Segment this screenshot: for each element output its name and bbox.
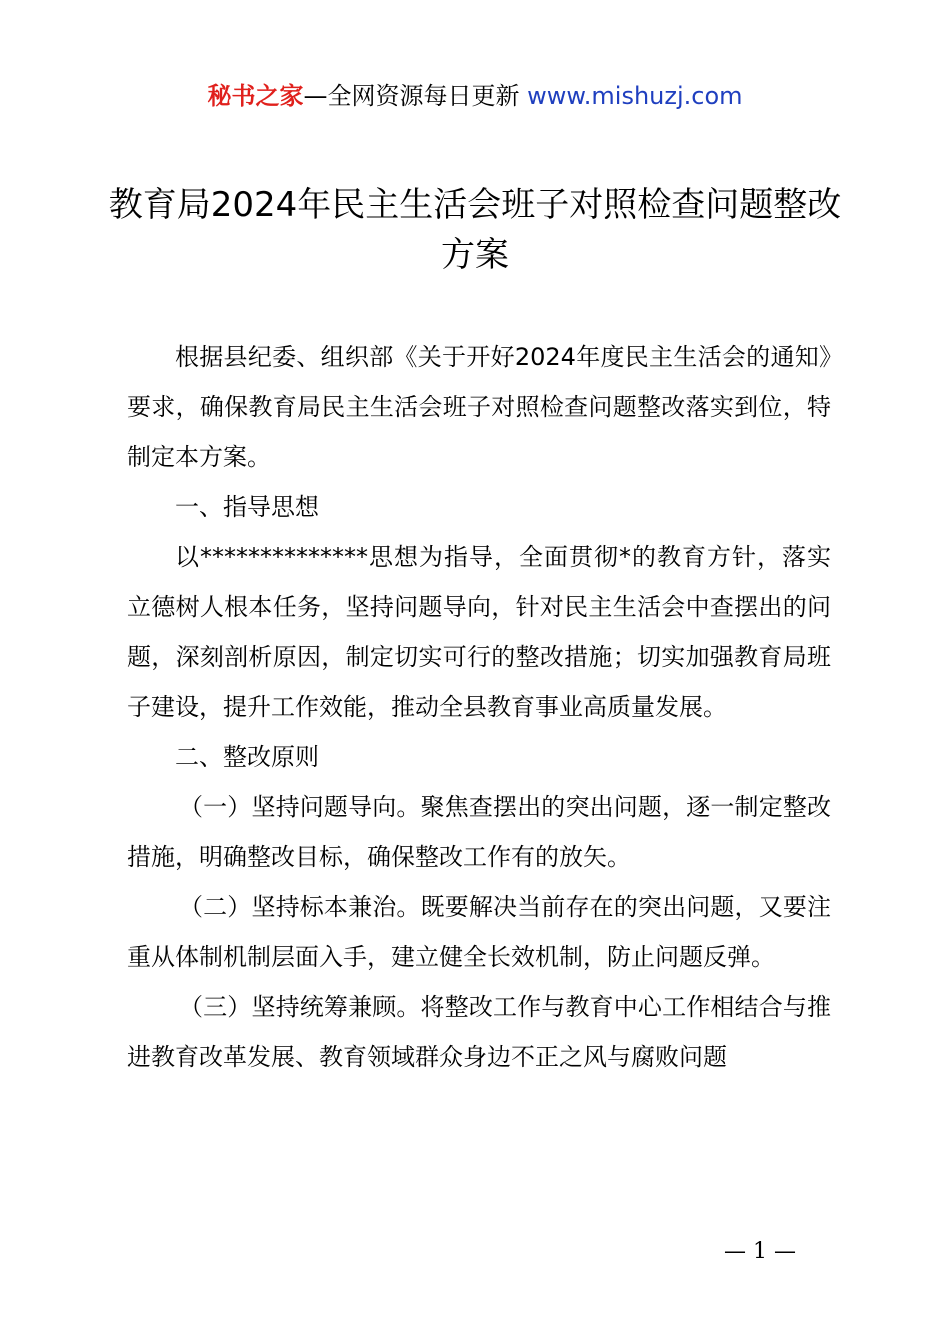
section-heading-guiding-ideology: 一、指导思想 xyxy=(175,493,319,521)
guiding-ideology-paragraph: 以**************思想为指导，全面贯彻*的教育方针，落实立德树人根本任务，坚持问题导向，针对民主生活会中查摆出的问题，深刻剖析原因，制定切实可行的整改措施；切实加强教育局班子建设，提升工作效能，推动全县教育事业高质量发展。 xyxy=(127,543,831,721)
principle-paragraph-3: （三）坚持统筹兼顾。将整改工作与教育中心工作相结合与推进教育改革发展、教育领域群众身边不正之风与腐败问题 xyxy=(127,993,831,1071)
document-body xyxy=(127,332,831,1082)
brand-name: 秘书之家 xyxy=(207,82,304,110)
intro-paragraph: 根据县纪委、组织部《关于开好2024年度民主生活会的通知》要求，确保教育局民主生活会班子对照检查问题整改落实到位，特制定本方案。 xyxy=(127,343,831,471)
site-url-link[interactable]: www.mishuzj.com xyxy=(527,82,743,110)
principle-paragraph-2: （二）坚持标本兼治。既要解决当前存在的突出问题，又要注重从体制机制层面入手，建立健全长效机制，防止问题反弹。 xyxy=(127,893,831,971)
page-number: — 1 — xyxy=(724,1239,796,1264)
document-title: 教育局2024年民主生活会班子对照检查问题整改方案 xyxy=(108,185,842,275)
section-heading-principles: 二、整改原则 xyxy=(175,743,319,771)
header-tagline: 全网资源每日更新 xyxy=(327,82,520,110)
principle-paragraph-1: （一）坚持问题导向。聚焦查摆出的突出问题，逐一制定整改措施，明确整改目标，确保整改工作有的放矢。 xyxy=(127,793,831,871)
site-header xyxy=(0,80,950,112)
header-separator: — xyxy=(303,82,328,110)
